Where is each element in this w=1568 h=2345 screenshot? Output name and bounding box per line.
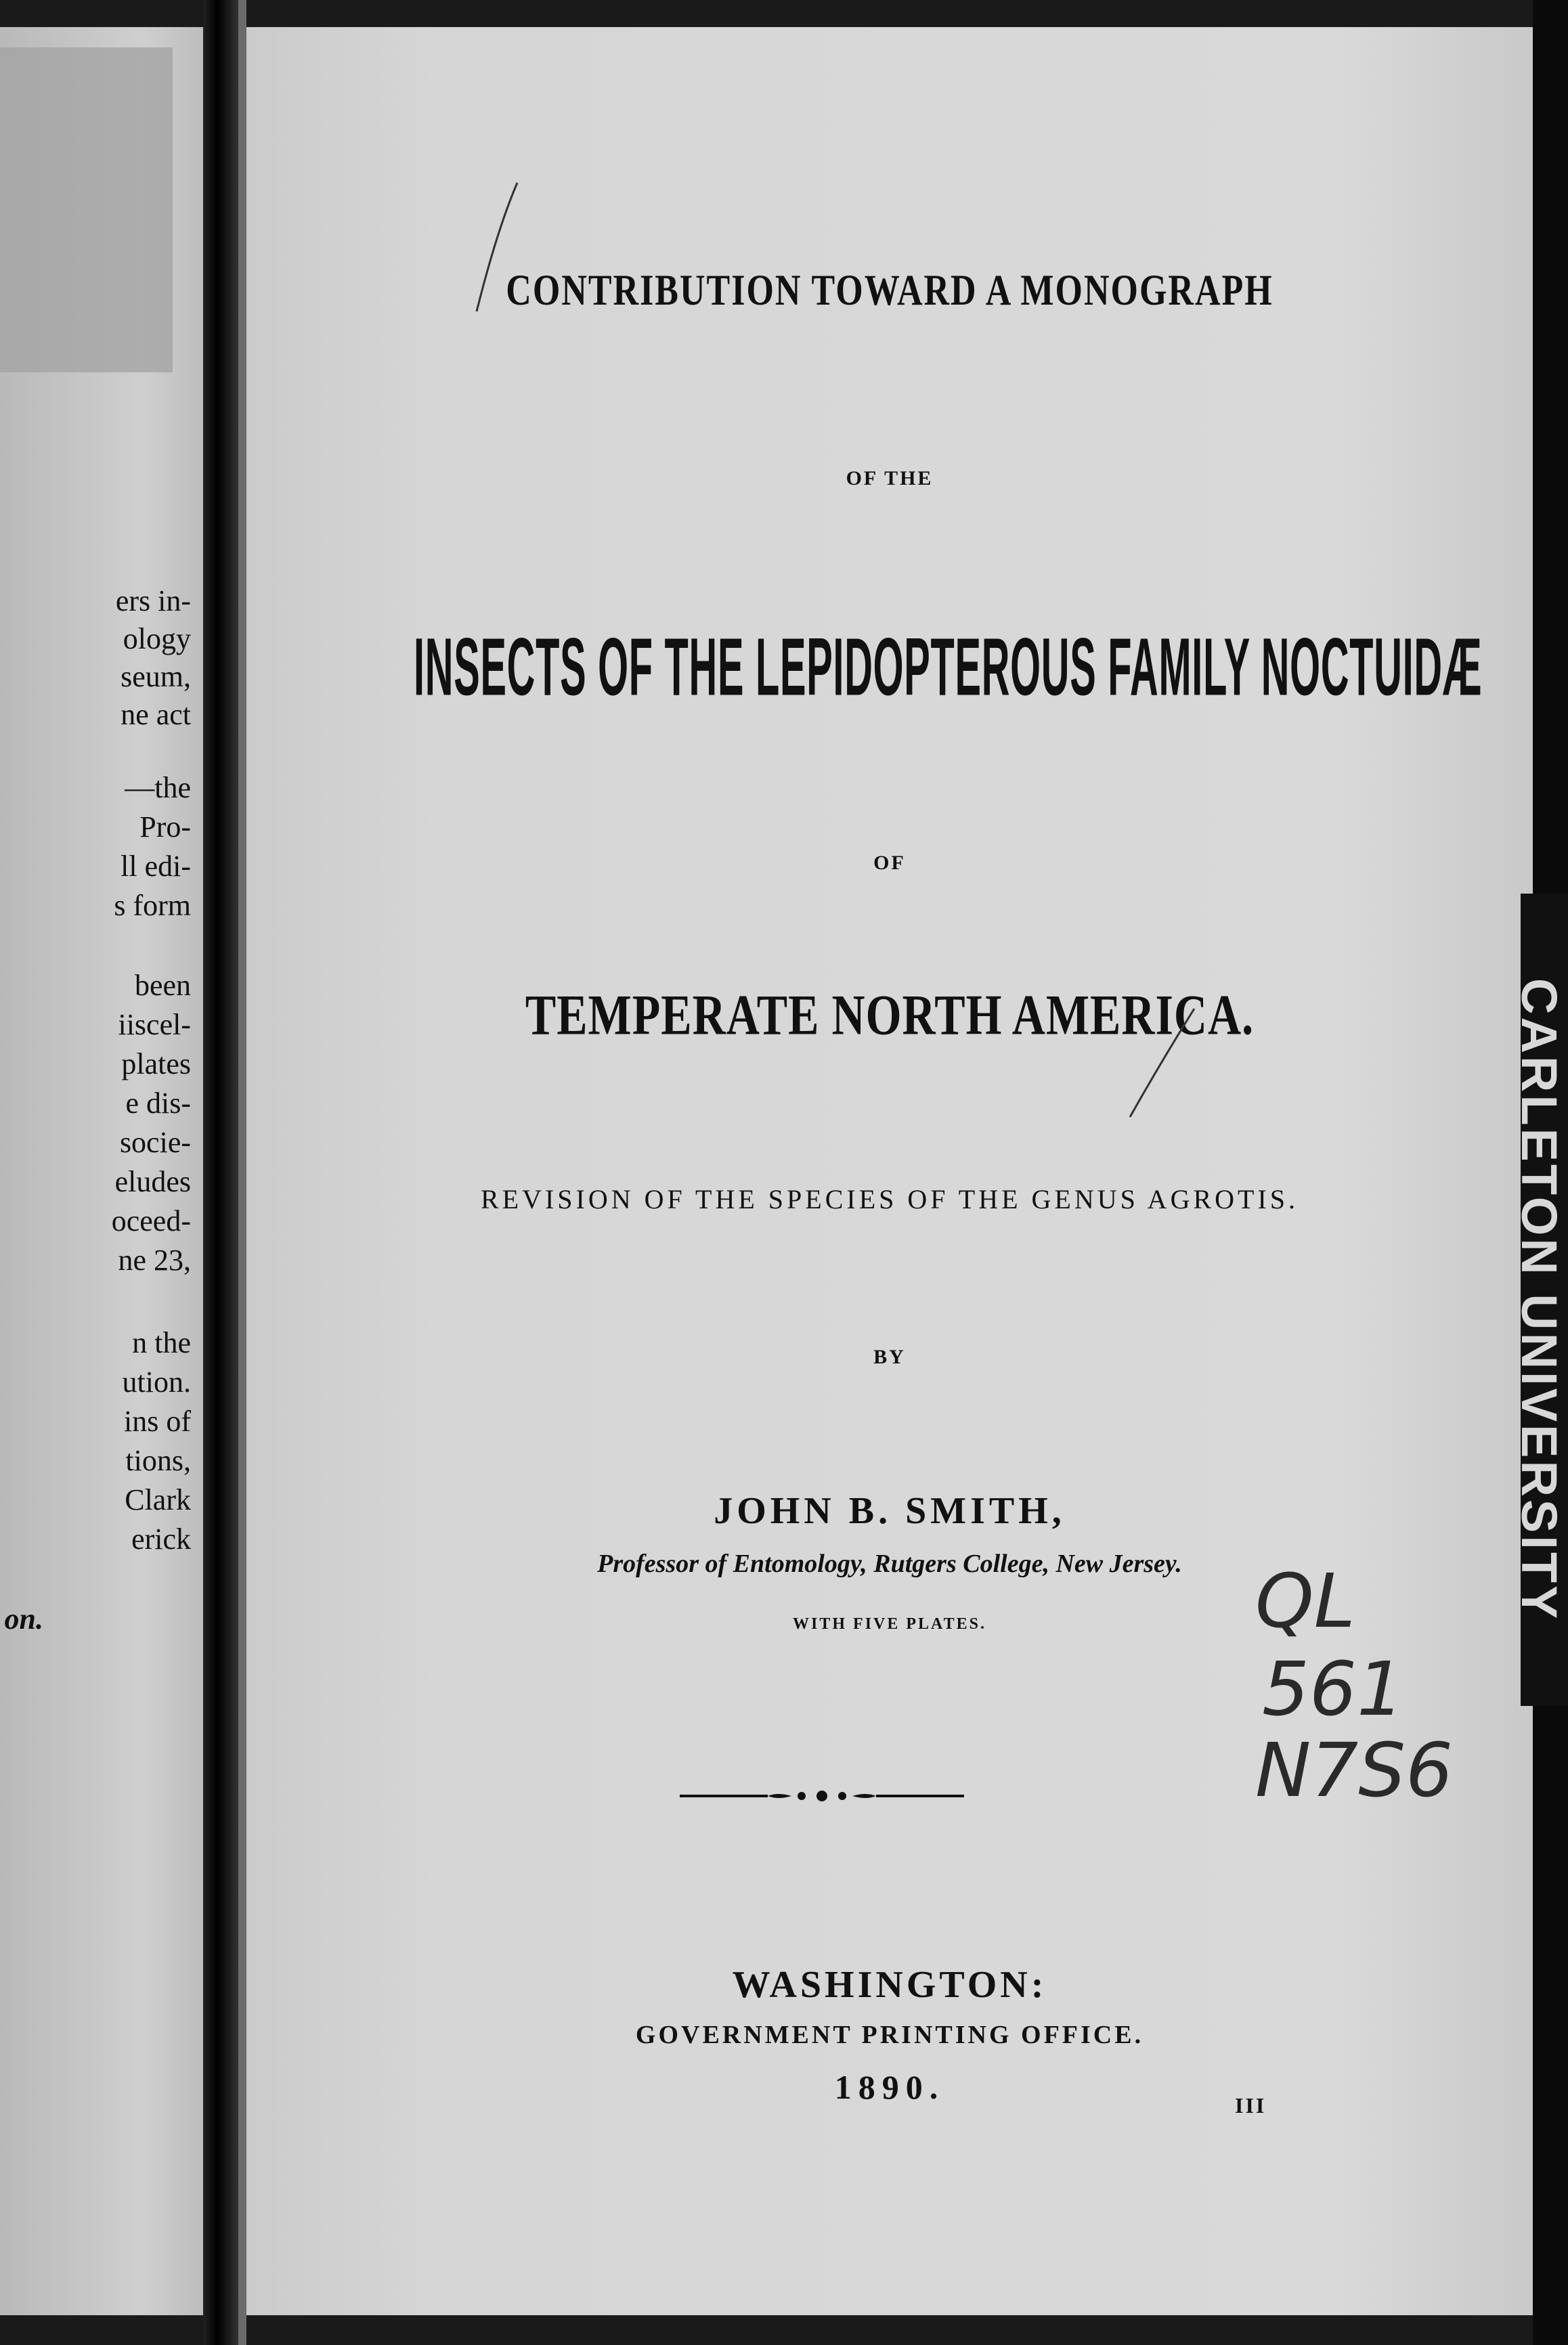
of-the-line: OF THE (846, 467, 934, 489)
call-number-line: N7S6 (1255, 1727, 1454, 1814)
facing-text-line: n the (132, 1326, 191, 1359)
facing-text-line: —the (125, 771, 191, 804)
facing-text-line: oceed- (111, 1204, 191, 1237)
contribution-heading: CONTRIBUTION TOWARD A MONOGRAPH (506, 266, 1273, 315)
facing-text-line: been (134, 969, 191, 1002)
call-number-line: QL (1255, 1558, 1355, 1644)
facing-text-line: ne 23, (118, 1244, 191, 1277)
plates-note: WITH FIVE PLATES. (793, 1615, 986, 1633)
facing-text-line: ll edi- (121, 850, 191, 883)
book-gutter (203, 0, 238, 2345)
facing-text-line: ne act (121, 698, 191, 731)
facing-text-line: eludes (114, 1165, 191, 1198)
call-number-line: 561 (1262, 1646, 1404, 1732)
publication-year: 1890. (834, 2068, 945, 2106)
facing-text-line: e dis- (125, 1087, 191, 1120)
page-number: III (1235, 2093, 1267, 2118)
spine-label: CARLETON UNIVERSITY (1521, 894, 1568, 1706)
facing-text-line: tions, (125, 1444, 191, 1477)
facing-text-line: ins of (124, 1405, 191, 1438)
by-line: BY (873, 1346, 906, 1368)
revision-line: REVISION OF THE SPECIES OF THE GENUS AGROTIS. (480, 1184, 1299, 1214)
facing-text-line: on. (4, 1602, 43, 1636)
pen-mark (1120, 1002, 1201, 1124)
main-title: INSECTS OF THE LEPIDOPTEROUS FAMILY NOCTUIDÆ (414, 620, 1483, 713)
title-page (246, 27, 1533, 2315)
facing-text-line: Clark (125, 1483, 191, 1516)
facing-text-line: s form (114, 889, 191, 922)
stain (0, 47, 173, 372)
region-title: TEMPERATE NORTH AMERICA. (525, 982, 1255, 1047)
author-name: JOHN B. SMITH, (714, 1490, 1066, 1532)
gutter-edge (238, 0, 246, 2345)
ornament-rule (680, 1786, 964, 1806)
facing-text-line: Pro- (139, 810, 191, 843)
facing-text-line: socie- (119, 1126, 191, 1159)
facing-text-line: ology (123, 622, 191, 655)
publication-place: WASHINGTON: (732, 1964, 1047, 2006)
facing-text-line: erick (131, 1522, 191, 1556)
facing-text-line: seum, (121, 660, 191, 693)
of-line: OF (873, 852, 906, 874)
facing-text-line: ution. (122, 1365, 191, 1399)
facing-text-line: plates (121, 1047, 191, 1080)
facing-page (0, 27, 203, 2315)
facing-text-line: ers in- (115, 584, 191, 617)
printer: GOVERNMENT PRINTING OFFICE. (635, 2021, 1144, 2049)
facing-text-line: iiscel- (118, 1008, 191, 1041)
author-affiliation: Professor of Entomology, Rutgers College, New Jersey. (597, 1550, 1182, 1578)
